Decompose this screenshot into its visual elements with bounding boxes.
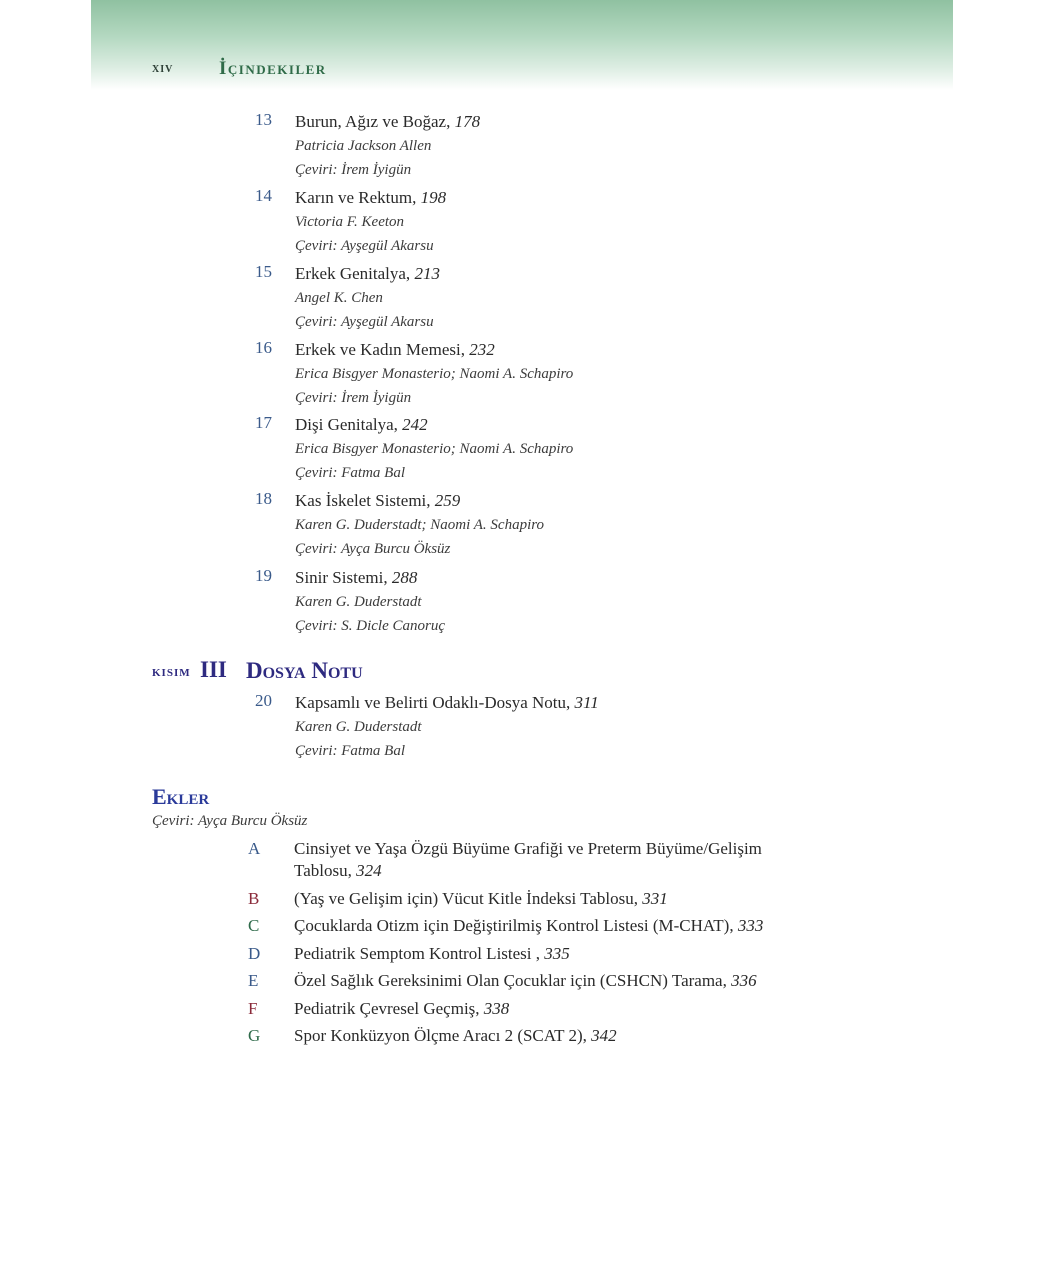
chapter-author: Erica Bisgyer Monasterio; Naomi A. Schapiro xyxy=(295,441,574,457)
chapter-translator: Çeviri: İrem İyigün xyxy=(295,162,412,178)
chapter-number: 16 xyxy=(255,338,272,357)
toc-entry[interactable] xyxy=(255,338,855,410)
chapter-number: 20 xyxy=(255,691,272,710)
appendix-title: Çocuklarda Otizm için Değiştirilmiş Kontrol Listesi (M-CHAT), xyxy=(294,916,734,935)
appendix-list xyxy=(248,838,848,1053)
chapter-page: 242 xyxy=(402,415,428,434)
chapter-author: Angel K. Chen xyxy=(295,290,383,306)
appendix-page: 331 xyxy=(642,888,668,908)
appendix-letter: D xyxy=(248,943,261,963)
chapter-author: Erica Bisgyer Monasterio; Naomi A. Schapiro xyxy=(295,366,574,382)
appendix-title: Pediatrik Semptom Kontrol Listesi , xyxy=(294,943,541,963)
chapter-page: 178 xyxy=(454,112,481,131)
toc-entry[interactable] xyxy=(255,186,855,258)
chapter-page: 213 xyxy=(414,264,440,283)
appendix-item[interactable] xyxy=(248,970,848,992)
chapter-translator: Çeviri: Fatma Bal xyxy=(295,743,405,759)
appendices-heading: Ekler xyxy=(152,784,210,809)
chapter-number: 15 xyxy=(255,262,272,281)
chapter-translator: Çeviri: Fatma Bal xyxy=(295,465,405,481)
appendix-item[interactable] xyxy=(248,1025,848,1047)
chapter-page: 311 xyxy=(574,693,599,712)
chapter-author: Victoria F. Keeton xyxy=(295,214,405,230)
appendix-item[interactable] xyxy=(248,943,848,965)
chapter-title: Karın ve Rektum, xyxy=(295,188,417,207)
chapter-title: Burun, Ağız ve Boğaz, xyxy=(295,112,451,131)
toc-entry[interactable] xyxy=(255,110,855,182)
chapter-translator: Çeviri: Ayşegül Akarsu xyxy=(295,314,434,330)
appendix-page: 324 xyxy=(356,861,382,880)
chapter-page: 288 xyxy=(391,568,418,587)
chapter-translator: Çeviri: S. Dicle Canoruç xyxy=(295,618,445,634)
chapter-author: Karen G. Duderstadt; Naomi A. Schapiro xyxy=(295,517,545,533)
appendix-title: Özel Sağlık Gereksinimi Olan Çocuklar için (CSHCN) Tarama, xyxy=(294,971,727,990)
appendix-page: 336 xyxy=(731,971,757,990)
appendix-letter: E xyxy=(248,971,259,990)
appendix-page: 335 xyxy=(544,943,570,963)
chapter-title: Erkek ve Kadın Memesi, xyxy=(295,340,465,359)
part-title: Dosya Notu xyxy=(246,658,363,683)
appendix-item[interactable] xyxy=(248,838,848,882)
chapter-title: Dişi Genitalya, xyxy=(295,415,398,434)
appendix-letter: B xyxy=(248,888,260,908)
page-number: xiv xyxy=(152,61,174,76)
chapter-page: 232 xyxy=(469,340,495,359)
part-word: KISIM xyxy=(152,667,191,679)
chapter-number: 18 xyxy=(255,489,272,508)
chapter-author: Karen G. Duderstadt xyxy=(295,594,422,610)
toc-entry[interactable] xyxy=(255,262,855,334)
appendix-title: Cinsiyet ve Yaşa Özgü Büyüme Grafiği ve Preterm Büyüme/Gelişim xyxy=(294,839,762,858)
chapter-title: Kapsamlı ve Belirti Odaklı-Dosya Notu, xyxy=(295,693,571,712)
chapter-number: 17 xyxy=(255,413,272,432)
appendix-title: Pediatrik Çevresel Geçmiş, xyxy=(294,998,480,1018)
chapter-title: Sinir Sistemi, xyxy=(295,568,388,587)
chapter-author: Patricia Jackson Allen xyxy=(295,138,432,154)
chapter-title: Erkek Genitalya, xyxy=(295,264,411,283)
chapter-number: 13 xyxy=(255,110,272,129)
appendix-title: (Yaş ve Gelişim için) Vücut Kitle İndeksi Tablosu, xyxy=(294,888,638,908)
chapter-translator: Çeviri: Ayça Burcu Öksüz xyxy=(295,541,451,557)
toc-entry[interactable] xyxy=(255,413,855,485)
appendix-item[interactable] xyxy=(248,888,848,910)
appendix-letter: A xyxy=(248,839,261,858)
chapter-page: 259 xyxy=(434,491,461,510)
toc-entry[interactable] xyxy=(255,489,855,561)
chapter-author: Karen G. Duderstadt xyxy=(295,719,422,735)
chapter-number: 19 xyxy=(255,566,272,585)
chapter-translator: Çeviri: İrem İyigün xyxy=(295,390,412,406)
appendix-title: Spor Konküzyon Ölçme Aracı 2 (SCAT 2), xyxy=(294,1026,587,1045)
appendix-letter: G xyxy=(248,1026,261,1045)
appendix-letter: F xyxy=(248,998,258,1018)
chapter-page: 198 xyxy=(420,188,447,207)
appendix-page: 342 xyxy=(591,1026,617,1045)
chapter-title: Kas İskelet Sistemi, xyxy=(295,491,431,510)
chapter-translator: Çeviri: Ayşegül Akarsu xyxy=(295,238,434,254)
appendix-page: 333 xyxy=(737,916,764,935)
appendix-item[interactable] xyxy=(248,915,848,937)
appendices-translator: Çeviri: Ayça Burcu Öksüz xyxy=(152,813,308,829)
appendix-letter: C xyxy=(248,916,260,935)
chapter-number: 14 xyxy=(255,186,272,205)
toc-entry[interactable] xyxy=(255,691,855,763)
page-title: İçindekiler xyxy=(219,58,327,79)
appendix-title-continued: Tablosu, xyxy=(294,861,352,880)
appendix-item[interactable] xyxy=(248,998,848,1020)
toc-entry[interactable] xyxy=(255,566,855,638)
part-number: III xyxy=(200,657,227,682)
appendix-page: 338 xyxy=(483,998,510,1018)
